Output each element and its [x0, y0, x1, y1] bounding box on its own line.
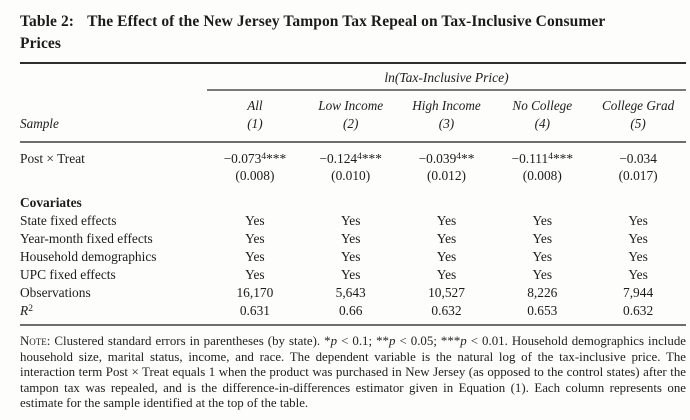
row-label: Observations [20, 285, 91, 300]
value-cell: Yes [628, 249, 648, 264]
column-name: College Grad [602, 98, 675, 113]
value-cell: Yes [245, 213, 265, 228]
table-note: Note: Clustered standard errors in parentheses (by state). *p < 0.1; **p < 0.05; ***p < 0.01. Household demographics include household size, marital status, income, and race. The dependent variable is the natural log of the tax-inclusive price. The interaction term Post × Treat equals 1 when the product was purchased in New Jersey (as opposed to the control states) after the tampon tax was repealed, and is the difference-in-differences estimator given in Equation (1). Each column represents one estimate for the sample identified at the top of the table. [20, 334, 686, 411]
p-value-symbol: p [389, 334, 396, 348]
row-label: $R^2$ [20, 303, 33, 318]
table-row [20, 266, 686, 284]
table-title [20, 11, 620, 54]
column-number: (4) [534, 116, 550, 131]
column-name: High Income [412, 98, 481, 113]
value-cell: 7,944 [623, 285, 654, 300]
column-header [303, 98, 399, 131]
row-label: Post × Treat [20, 151, 85, 166]
value-cell: Yes [532, 231, 553, 246]
row-label: Household demographics [20, 249, 157, 264]
sample-label: Sample [20, 116, 59, 131]
value-cell: 5,643 [335, 285, 366, 300]
value-cell: 10,527 [428, 285, 465, 300]
value-cell: Yes [436, 267, 457, 282]
dependent-variable-header: ln(Tax-Inclusive Price) [384, 70, 509, 85]
r-squared-row [20, 302, 686, 320]
significance-stars: ** [461, 151, 475, 166]
column-header [399, 98, 495, 131]
standard-error-cell: (0.012) [426, 168, 467, 183]
column-number: (3) [438, 116, 455, 131]
value-cell: Yes [245, 231, 265, 246]
column-header [494, 98, 590, 131]
row-label: State fixed effects [20, 213, 117, 228]
column-header-row [20, 98, 686, 131]
value-cell: Yes [340, 249, 361, 264]
dependent-variable-row [20, 70, 686, 91]
superscript-two: 2 [28, 304, 33, 314]
value-cell: Yes [245, 249, 265, 264]
footnote-marker: 4 [456, 152, 462, 162]
value-cell: Yes [628, 267, 648, 282]
value-cell: 0.632 [623, 303, 654, 318]
value-cell: Yes [245, 267, 265, 282]
header-rule [20, 141, 686, 143]
value-cell: 0.66 [338, 303, 363, 318]
significance-stars: *** [552, 151, 574, 166]
column-name: Low Income [318, 98, 384, 113]
footnote-marker: 4 [261, 152, 267, 162]
coefficient-cell: $-0.073^4***$ [223, 151, 287, 166]
significance-stars: *** [361, 151, 382, 166]
table-row [20, 212, 686, 230]
value-cell: 8,226 [527, 285, 558, 300]
table-row [20, 284, 686, 302]
covariates-section-header: Covariates [20, 195, 82, 210]
bottom-rule [20, 324, 686, 326]
value-cell: Yes [340, 231, 361, 246]
title-rule [20, 62, 686, 64]
value-cell: 16,170 [236, 285, 274, 300]
standard-error-row [20, 167, 686, 184]
footnote-marker: 4 [357, 152, 362, 162]
significance-stars: *** [266, 151, 287, 166]
column-number: (1) [247, 116, 263, 131]
spacer-cell [20, 70, 207, 91]
coefficient-row [20, 150, 686, 167]
table-number: Table 2: [20, 13, 75, 30]
standard-error-cell: (0.008) [235, 168, 275, 183]
p-value-symbol: p [330, 334, 338, 348]
p-value-symbol: p [460, 334, 467, 348]
column-number: (5) [630, 116, 646, 131]
value-cell: 0.653 [527, 303, 558, 318]
row-label [20, 167, 207, 184]
row-label: UPC fixed effects [20, 267, 116, 282]
standard-error-cell: (0.008) [522, 168, 562, 183]
row-label: Year-month fixed effects [20, 231, 153, 246]
column-header [590, 98, 686, 131]
value-cell: Yes [436, 249, 457, 264]
value-cell: Yes [532, 213, 553, 228]
note-prefix: Note: [20, 334, 51, 348]
value-cell: Yes [628, 231, 648, 246]
footnote-marker: 4 [548, 152, 553, 162]
table-row [20, 248, 686, 266]
spanner-rule [207, 89, 686, 91]
coefficient-cell: $-0.124^4***$ [319, 151, 382, 166]
standard-error-cell: (0.017) [618, 168, 658, 183]
column-header [207, 98, 303, 131]
column-name: No College [512, 98, 573, 113]
column-number: (2) [343, 116, 359, 131]
standard-error-cell: (0.010) [331, 168, 371, 183]
table-title-text: The Effect of the New Jersey Tampon Tax Repeal on Tax-Inclusive Consumer Prices [20, 13, 606, 52]
value-cell: Yes [340, 267, 361, 282]
dependent-variable-spanner [207, 70, 686, 91]
value-cell: 0.631 [239, 303, 270, 318]
table-body [20, 150, 690, 320]
value-cell: Yes [532, 249, 553, 264]
value-cell: Yes [436, 213, 457, 228]
coefficient-cell: −0.034 [619, 151, 657, 166]
value-cell: Yes [436, 231, 457, 246]
value-cell: Yes [340, 213, 361, 228]
coefficient-cell: $-0.039^4**$ [418, 151, 475, 166]
table-row [20, 230, 686, 248]
value-cell: 0.632 [431, 303, 462, 318]
column-name: All [247, 98, 263, 113]
value-cell: Yes [628, 213, 648, 228]
value-cell: Yes [532, 267, 553, 282]
coefficient-cell: $-0.111^4***$ [511, 151, 574, 166]
